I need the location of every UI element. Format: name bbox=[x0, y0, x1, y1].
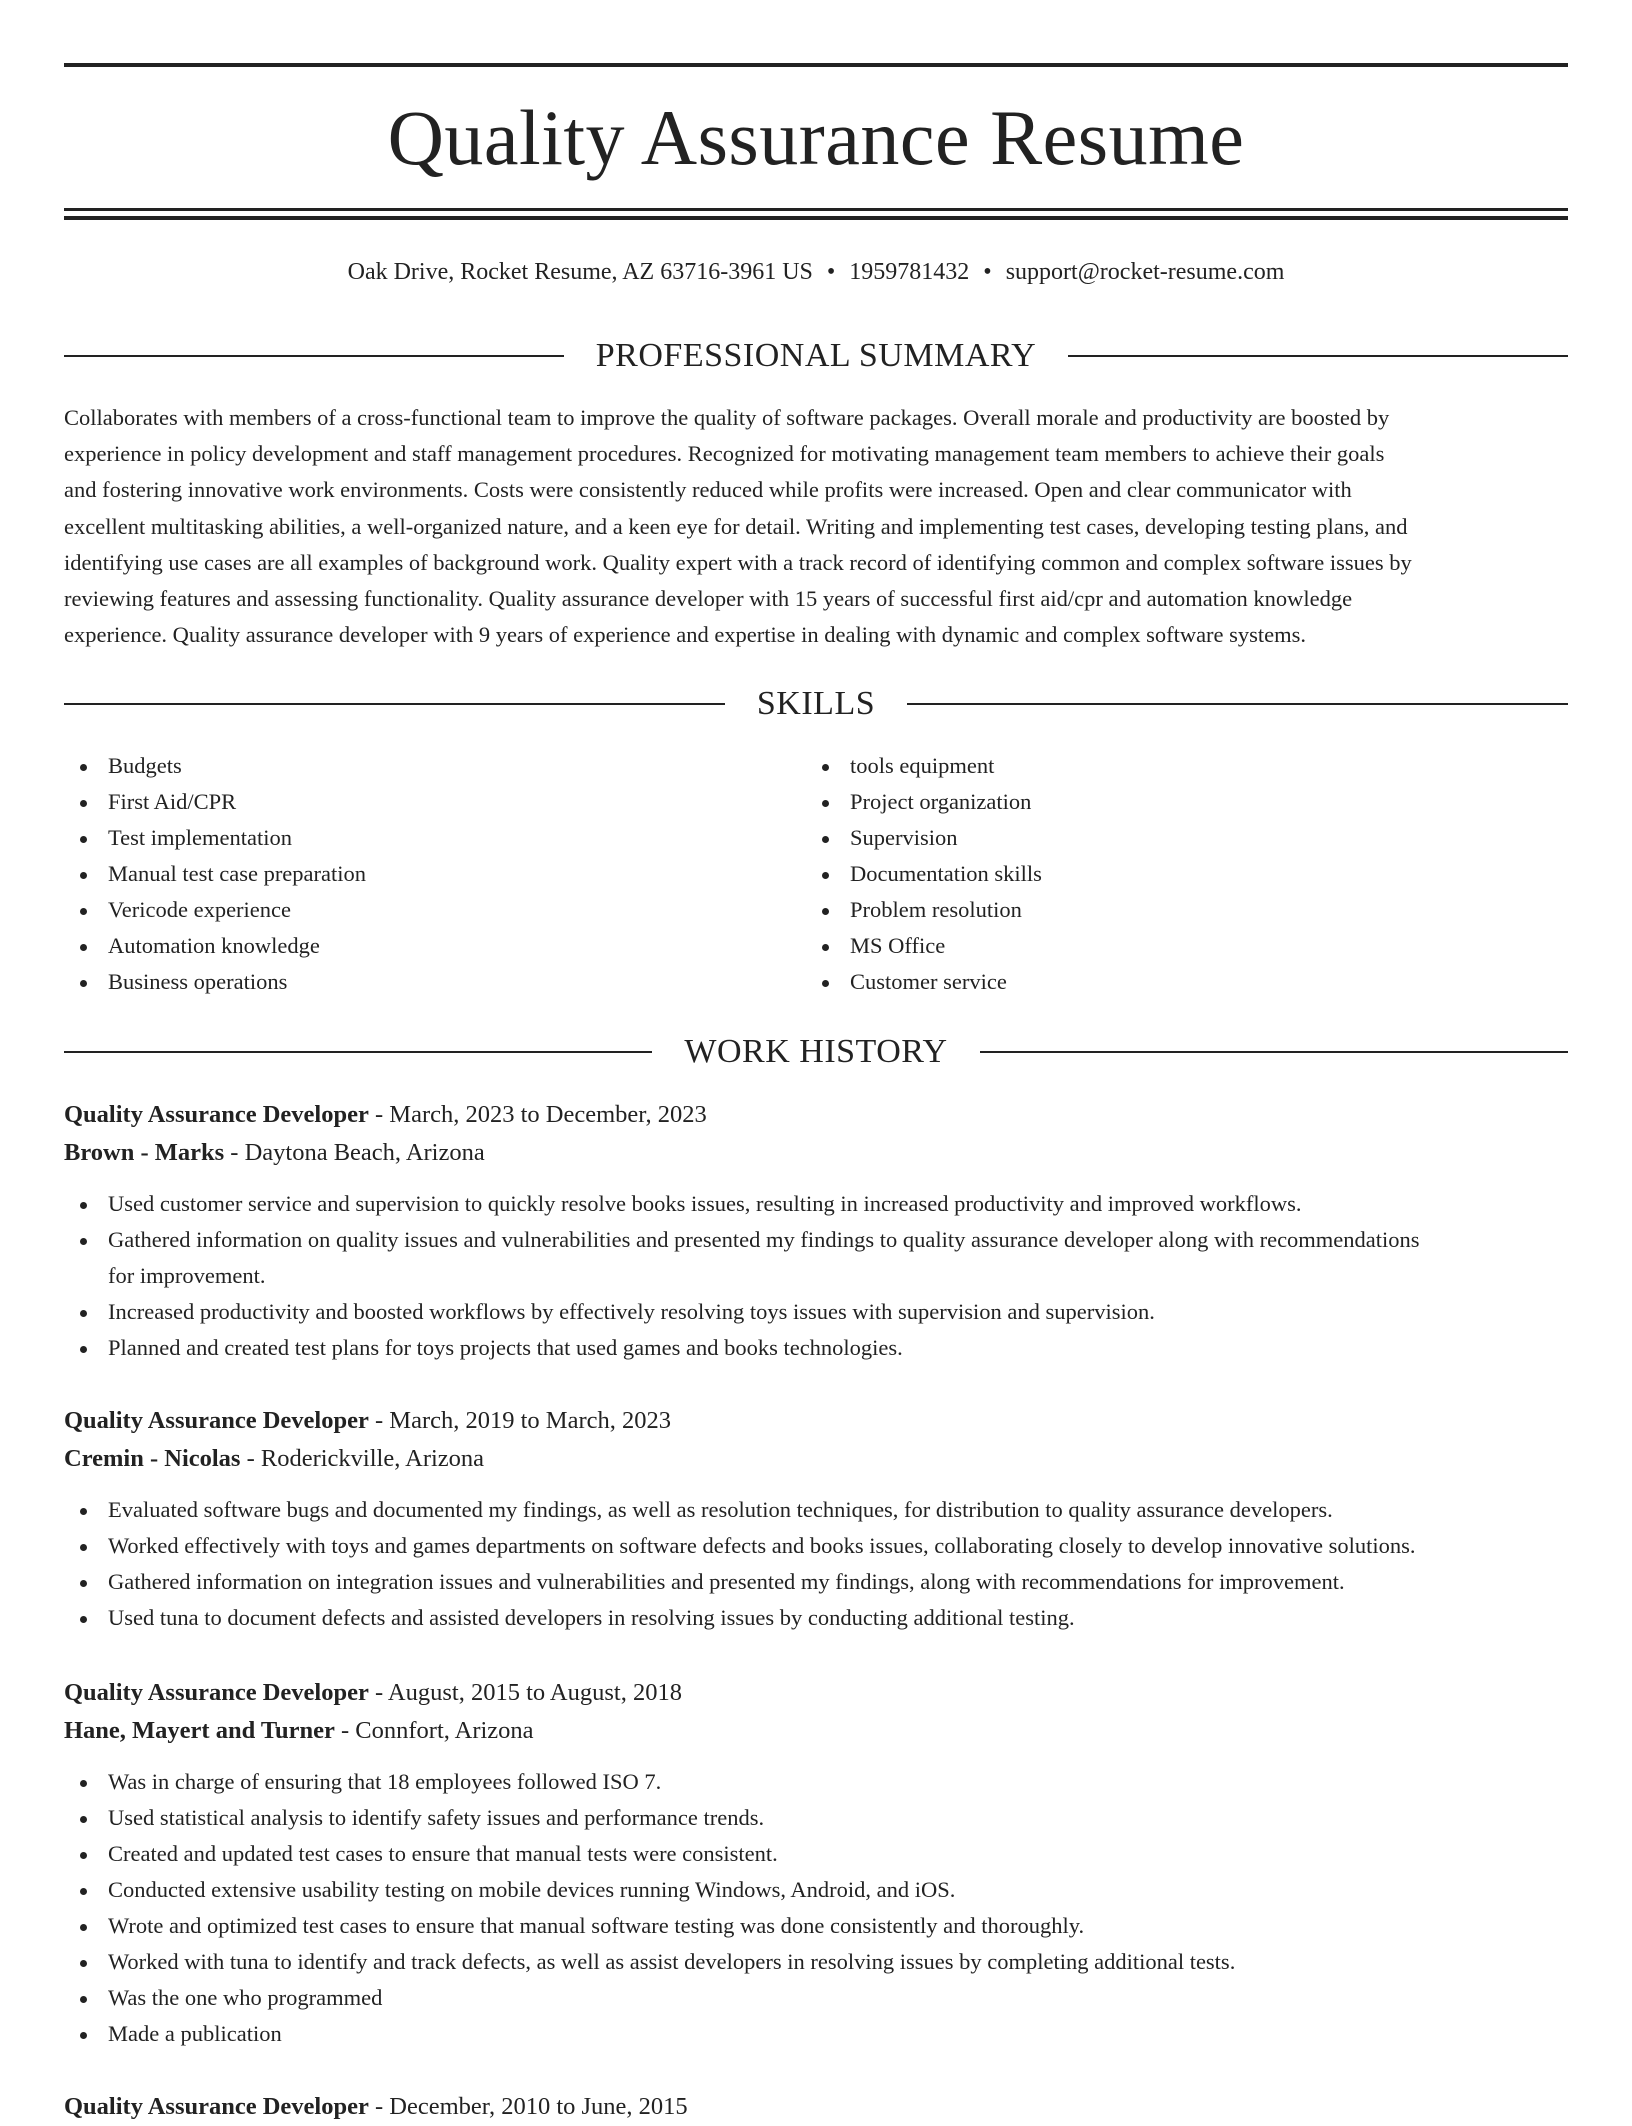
job-duty: Was in charge of ensuring that 18 employees followed ISO 7. bbox=[64, 1764, 1568, 1800]
skill-item: tools equipment bbox=[806, 748, 1548, 784]
skill-item: Business operations bbox=[64, 964, 806, 1000]
job-duty: Worked with tuna to identify and track defects, as well as assist developers in resolving issues by completing additional tests. bbox=[64, 1944, 1568, 1980]
job-title-line bbox=[64, 1402, 1568, 1440]
section-rule-right bbox=[907, 703, 1568, 705]
work-entry bbox=[64, 1674, 1568, 2052]
skill-item: Problem resolution bbox=[806, 892, 1548, 928]
job-location: - Connfort, Arizona bbox=[334, 1717, 534, 1744]
job-company-line bbox=[64, 1440, 1568, 1478]
contact-separator: • bbox=[983, 259, 992, 285]
section-title-summary: PROFESSIONAL SUMMARY bbox=[595, 337, 1037, 374]
job-duties bbox=[64, 1492, 1568, 1636]
job-company-line bbox=[64, 1712, 1568, 1750]
skills-column-right bbox=[806, 748, 1548, 1000]
job-duty: Made a publication bbox=[64, 2016, 1568, 2052]
skill-item: Automation knowledge bbox=[64, 928, 806, 964]
summary-line: identifying use cases are all examples of background work. Quality expert with a track record of identifying common and complex software issues by bbox=[64, 549, 1412, 575]
resume-title: Quality Assurance Resume bbox=[387, 94, 1245, 181]
section-rule-left bbox=[64, 1051, 652, 1053]
section-title-work-history: WORK HISTORY bbox=[684, 1033, 948, 1070]
job-duty: Evaluated software bugs and documented my findings, as well as resolution techniques, for distribution to quality assurance developers. bbox=[64, 1492, 1568, 1528]
header-double-rule-upper bbox=[64, 208, 1568, 211]
work-entry bbox=[64, 1096, 1568, 1366]
skills-column-left bbox=[64, 748, 806, 1000]
job-duty: Used customer service and supervision to quickly resolve books issues, resulting in increased productivity and improved workflows. bbox=[64, 1186, 1568, 1222]
skill-item: Budgets bbox=[64, 748, 806, 784]
header-double-rule-lower bbox=[64, 216, 1568, 220]
summary-line: and fostering innovative work environments. Costs were consistently reduced while profits were increased. Open and clear communicator with bbox=[64, 477, 1352, 503]
skills-list bbox=[64, 748, 1568, 1000]
skill-item: Manual test case preparation bbox=[64, 856, 806, 892]
section-rule-left bbox=[64, 703, 725, 705]
work-entry bbox=[64, 1402, 1568, 1636]
section-header-work-history bbox=[64, 1030, 1568, 1074]
job-duty: Created and updated test cases to ensure that manual tests were consistent. bbox=[64, 1836, 1568, 1872]
job-duty-text: Gathered information on quality issues and vulnerabilities and presented my findings to quality assurance developer along with recommendations bbox=[108, 1227, 1420, 1252]
skill-item: First Aid/CPR bbox=[64, 784, 806, 820]
contact-phone: 1959781432 bbox=[849, 259, 970, 285]
job-dates: - August, 2015 to August, 2018 bbox=[368, 1679, 682, 1706]
job-company-line bbox=[64, 1134, 1568, 1172]
section-rule-right bbox=[980, 1051, 1568, 1053]
job-duty: Planned and created test plans for toys projects that used games and books technologies. bbox=[64, 1330, 1568, 1366]
summary-line: experience in policy development and staff management procedures. Recognized for motivating management team members to achieve their goals bbox=[64, 441, 1385, 467]
work-entry bbox=[64, 2088, 1568, 2126]
job-dates: - March, 2019 to March, 2023 bbox=[368, 1407, 671, 1434]
job-duty: Was the one who programmed bbox=[64, 1980, 1568, 2016]
contact-email: support@rocket-resume.com bbox=[1005, 259, 1285, 285]
job-duty: Used statistical analysis to identify safety issues and performance trends. bbox=[64, 1800, 1568, 1836]
job-title-line bbox=[64, 2088, 1568, 2126]
job-duty: Gathered information on integration issues and vulnerabilities and presented my findings, along with recommendations for improvement. bbox=[64, 1564, 1568, 1600]
job-duty bbox=[64, 1222, 1568, 1294]
skill-item: Project organization bbox=[806, 784, 1548, 820]
contact-separator: • bbox=[826, 259, 836, 285]
job-company: Brown - Marks bbox=[64, 1139, 225, 1166]
job-location: - Daytona Beach, Arizona bbox=[224, 1139, 485, 1166]
job-title-line bbox=[64, 1674, 1568, 1712]
header-top-rule bbox=[64, 63, 1568, 67]
skill-item: Test implementation bbox=[64, 820, 806, 856]
job-duty: Increased productivity and boosted workflows by effectively resolving toys issues with supervision and supervision. bbox=[64, 1294, 1568, 1330]
job-location: - Roderickville, Arizona bbox=[240, 1445, 485, 1472]
section-header-summary bbox=[64, 334, 1568, 378]
job-duty: Used tuna to document defects and assisted developers in resolving issues by conducting additional testing. bbox=[64, 1600, 1568, 1636]
summary-line: reviewing features and assessing functionality. Quality assurance developer with 15 years of successful first aid/cpr and automation knowledge bbox=[64, 586, 1353, 612]
job-title: Quality Assurance Developer bbox=[64, 2093, 369, 2120]
job-title-line bbox=[64, 1096, 1568, 1134]
job-duty-text: for improvement. bbox=[108, 1263, 266, 1288]
job-dates: - March, 2023 to December, 2023 bbox=[368, 1101, 707, 1128]
contact-line bbox=[64, 254, 1568, 290]
summary-line: excellent multitasking abilities, a well-organized nature, and a keen eye for detail. Writing and implementing test cases, developing testing plans, and bbox=[64, 513, 1408, 539]
section-title-skills: SKILLS bbox=[756, 685, 876, 722]
contact-address: Oak Drive, Rocket Resume, AZ 63716-3961 US bbox=[347, 259, 813, 285]
job-company: Cremin - Nicolas bbox=[64, 1445, 241, 1472]
job-duties bbox=[64, 1764, 1568, 2052]
skill-item: MS Office bbox=[806, 928, 1548, 964]
skill-item: Vericode experience bbox=[64, 892, 806, 928]
job-title: Quality Assurance Developer bbox=[64, 1679, 369, 1706]
section-rule-right bbox=[1068, 355, 1568, 357]
section-rule-left bbox=[64, 355, 564, 357]
summary-line: Collaborates with members of a cross-functional team to improve the quality of software packages. Overall morale and productivity are boosted by bbox=[64, 405, 1390, 430]
skill-item: Documentation skills bbox=[806, 856, 1548, 892]
summary-line: experience. Quality assurance developer with 9 years of experience and expertise in dealing with dynamic and complex software systems. bbox=[64, 622, 1307, 648]
section-header-skills bbox=[64, 682, 1568, 726]
job-company: Hane, Mayert and Turner bbox=[64, 1717, 335, 1744]
professional-summary bbox=[64, 400, 1568, 653]
skill-item: Supervision bbox=[806, 820, 1548, 856]
job-title: Quality Assurance Developer bbox=[64, 1101, 369, 1128]
job-dates: - December, 2010 to June, 2015 bbox=[368, 2093, 688, 2120]
skill-item: Customer service bbox=[806, 964, 1548, 1000]
job-duty: Conducted extensive usability testing on mobile devices running Windows, Android, and iOS. bbox=[64, 1872, 1568, 1908]
job-duties bbox=[64, 1186, 1568, 1366]
job-duty: Wrote and optimized test cases to ensure that manual software testing was done consistently and thoroughly. bbox=[64, 1908, 1568, 1944]
job-duty: Worked effectively with toys and games departments on software defects and books issues, collaborating closely to develop innovative solutions. bbox=[64, 1528, 1568, 1564]
job-title: Quality Assurance Developer bbox=[64, 1407, 369, 1434]
